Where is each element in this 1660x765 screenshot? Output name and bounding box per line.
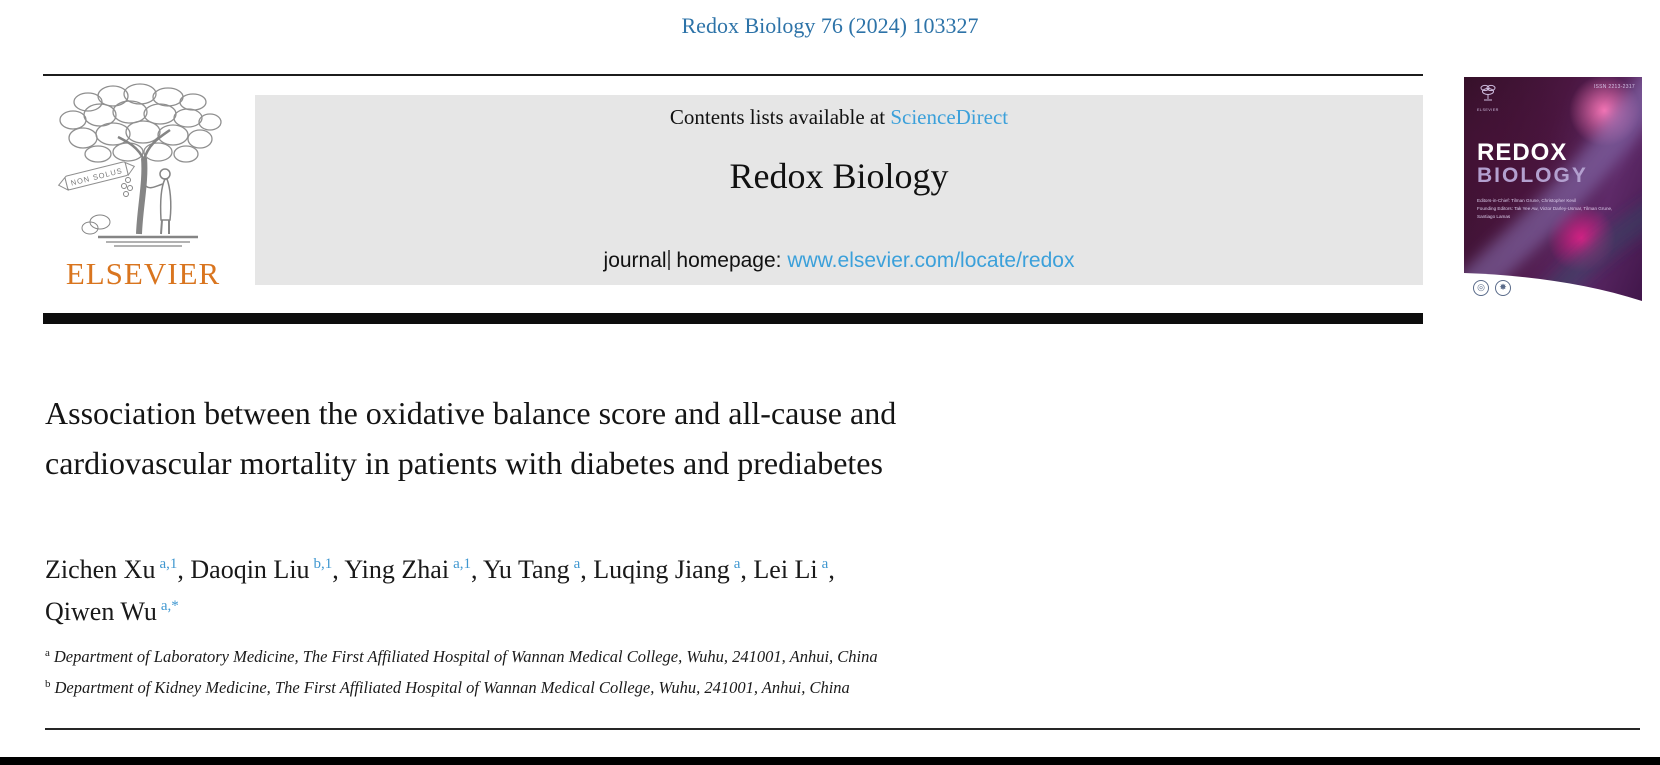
author: [593, 555, 753, 584]
journal-name: Redox Biology: [729, 156, 949, 196]
elsevier-wordmark: ELSEVIER: [65, 256, 221, 291]
author: [483, 555, 593, 584]
affiliation-sup: a: [45, 646, 50, 659]
svg-text:NON SOLUS: NON SOLUS: [69, 165, 124, 188]
elsevier-tree-icon: [48, 82, 238, 254]
homepage-text-after-cursor: homepage:: [670, 249, 788, 272]
author-name: Yu Tang: [483, 555, 570, 584]
sciencedirect-link[interactable]: ScienceDirect: [890, 105, 1009, 129]
affiliation-sup: b: [45, 677, 51, 690]
author: [45, 555, 190, 584]
author: [45, 597, 179, 626]
cover-title-redox: REDOX: [1477, 139, 1568, 166]
author-separator: ,: [332, 555, 345, 584]
journal-homepage-link[interactable]: www.elsevier.com/locate/redox: [787, 249, 1075, 272]
page-bottom-bar: [0, 757, 1660, 765]
journal-citation-link[interactable]: Redox Biology 76 (2024) 103327: [681, 13, 979, 38]
cover-editors-in-chief: Editors-in-Chief: Tilman Grune, Christopher Kevil: [1477, 198, 1577, 203]
author-affiliation-sup-link[interactable]: a: [733, 556, 741, 573]
author-name: Luqing Jiang: [593, 555, 730, 584]
cover-society-emblem-icon: ◎: [1473, 280, 1489, 296]
author-separator: ,: [740, 555, 754, 584]
cover-editors-block: [1477, 197, 1627, 221]
article-title: [45, 388, 896, 488]
journal-cover-thumbnail[interactable]: [1464, 77, 1642, 301]
author-separator: ,: [828, 555, 835, 584]
journal-header-box: [255, 95, 1423, 285]
author-separator: ,: [177, 555, 191, 584]
author-name: Zichen Xu: [45, 555, 156, 584]
author-affiliation-sup-link[interactable]: b,1: [313, 556, 333, 573]
author: [190, 555, 344, 584]
cover-title-biology: BIOLOGY: [1477, 164, 1588, 187]
author-name: Daoqin Liu: [190, 555, 310, 584]
affiliation: [45, 675, 878, 700]
contents-lists-line: [255, 105, 1423, 130]
contents-lists-text: Contents lists available at: [669, 105, 891, 129]
affiliation: [45, 644, 878, 669]
footnote-rule: [45, 728, 1640, 730]
cover-issn: ISSN 2213-2317: [1593, 84, 1635, 90]
author-name: Lei Li: [753, 555, 818, 584]
author-affiliation-sup-link[interactable]: a,*: [160, 598, 179, 615]
author-affiliation-sup-link[interactable]: a,1: [453, 556, 471, 573]
cover-society-emblem2-icon: ✸: [1495, 280, 1511, 296]
journal-homepage-line: [255, 249, 1423, 273]
author: [753, 555, 834, 584]
author-separator: ,: [580, 555, 594, 584]
article-title-line2: cardiovascular mortality in patients with diabetes and prediabetes: [45, 445, 883, 481]
author-affiliation-sup-link[interactable]: a,1: [159, 556, 178, 573]
author-name: Ying Zhai: [344, 555, 450, 584]
author-affiliation-sup-link[interactable]: a: [821, 556, 829, 573]
author-list: [45, 549, 835, 633]
non-solus-ribbon: [57, 160, 136, 192]
header-top-rule: [43, 74, 1423, 76]
affiliation-text: Department of Kidney Medicine, The First Affiliated Hospital of Wannan Medical College, Wuhu, 241001, Anhui, China: [54, 678, 850, 697]
author-name: Qiwen Wu: [45, 597, 157, 626]
cover-elsevier-mini-logo: [1477, 84, 1499, 112]
author: [344, 555, 483, 584]
author-affiliation-sup-link[interactable]: a: [573, 556, 581, 573]
text-cursor: [668, 250, 670, 270]
article-title-line1: Association between the oxidative balance score and all-cause and: [45, 395, 897, 431]
header-divider-bar: [43, 313, 1423, 324]
homepage-text-before-cursor: journal: [603, 249, 667, 272]
author-separator: ,: [470, 555, 484, 584]
cover-journal-title: [1477, 141, 1588, 187]
cover-founding-editors: Founding Editors: Tak Yee Aw, Victor Darley-Usmar, Tilman Grune, Santiago Lamas: [1477, 206, 1613, 219]
cover-elsevier-mini-label: ELSEVIER: [1477, 108, 1499, 112]
affiliation-text: Department of Laboratory Medicine, The First Affiliated Hospital of Wannan Medical College, Wuhu, 241001, Anhui, China: [53, 647, 878, 666]
cover-elsevier-tree-icon: [1479, 84, 1497, 102]
elsevier-logo[interactable]: [43, 82, 243, 300]
affiliation-list: [45, 644, 878, 706]
